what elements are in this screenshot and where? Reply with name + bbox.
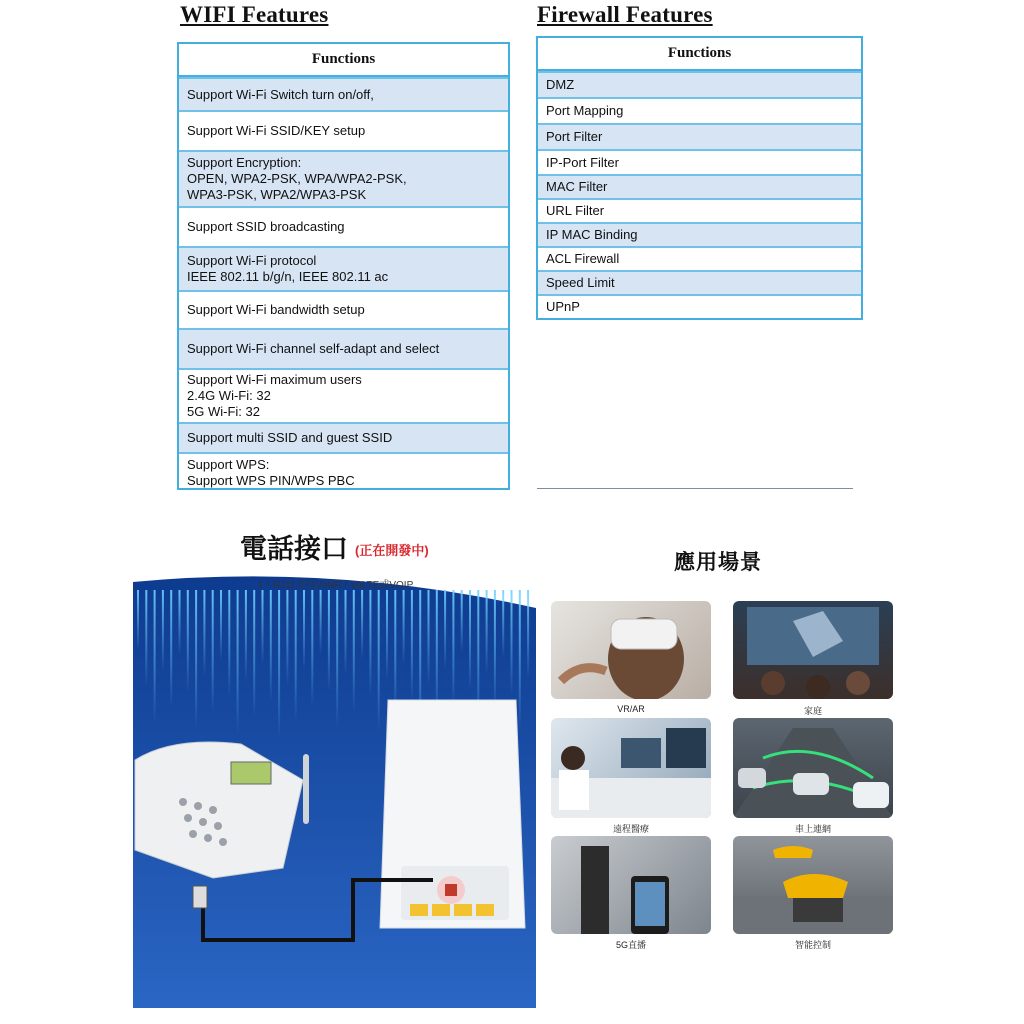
light-streak [245,590,247,681]
development-status-label: (正在開發中) [355,543,429,558]
light-streak [295,590,297,723]
wifi-table-row: Support Encryption: OPEN, WPA2-PSK, WPA/WPA2-PSK, WPA3-PSK, WPA2/WPA3-PSK [179,150,508,206]
scenario-caption-5g-live: 5G直播 [615,940,646,950]
scenario-caption-home: 家庭 [803,706,822,716]
light-streak [494,590,496,711]
light-streak [303,590,305,670]
light-streak [162,590,164,671]
scenario-smart-control-image [733,836,893,934]
phone-interface-subtitle: 1 * RJ11支持VoNR / VoLTE或VOIP [258,580,414,591]
wifi-table-row: Support Wi-Fi protocol IEEE 802.11 b/g/n, IEEE 802.11 ac [179,246,508,290]
phone-router-illustration [133,568,536,1008]
firewall-features-title: Firewall Features [537,2,713,27]
wifi-table-row: Support Wi-Fi channel self-adapt and select [179,328,508,368]
light-streak [403,590,405,664]
light-streak [353,590,355,712]
light-streak [220,590,222,660]
light-streak [203,590,205,676]
wifi-table-row: Support Wi-Fi SSID/KEY setup [179,110,508,150]
light-streak [286,590,288,686]
firewall-table-row: IP-Port Filter [538,149,861,174]
scenario-remote-medical-image [551,718,711,818]
light-streak [145,590,147,687]
light-streak [369,590,371,696]
firewall-features-table [536,36,863,320]
light-streak [386,590,388,680]
scenario-caption-smart-control: 智能控制 [794,940,831,950]
light-streak [154,590,156,724]
light-streak [187,590,189,692]
light-streak [378,590,380,733]
light-streak [502,590,504,658]
wifi-table-header: Functions [179,44,508,77]
light-streak [511,590,513,695]
scenario-5g-live-image [551,836,711,934]
light-streak [345,590,347,675]
light-streak [328,590,330,691]
light-streak [444,590,446,669]
scenario-caption-vehicle-network: 車上連網 [794,824,831,834]
firewall-table-row: DMZ [538,71,861,97]
light-streak [212,590,214,713]
light-streak [411,590,413,701]
light-streak [428,590,430,685]
wifi-table-row: Support Wi-Fi Switch turn on/off, [179,77,508,110]
light-streak [311,590,313,707]
firewall-table-row: Port Mapping [538,97,861,123]
scenario-caption-remote-medical: 遠程醫療 [612,824,649,834]
light-streak [452,590,454,706]
light-streak [262,590,264,665]
light-streak [228,590,230,697]
firewall-table-row: URL Filter [538,198,861,222]
light-streak [361,590,363,659]
light-streak [237,590,239,734]
light-streak [270,590,272,702]
wifi-table-row: Support multi SSID and guest SSID [179,422,508,452]
light-streak [527,590,529,679]
light-streak [137,590,139,650]
firewall-table-row: Speed Limit [538,270,861,294]
light-streak [253,590,255,718]
light-streak [486,590,488,674]
firewall-table-header: Functions [538,38,861,71]
scenario-vr-ar-image [551,601,711,699]
light-streak [469,590,471,690]
wifi-table-row: Support Wi-Fi bandwidth setup [179,290,508,328]
firewall-table-row: MAC Filter [538,174,861,198]
wifi-features-title: WIFI Features [180,2,329,27]
firewall-table-row: ACL Firewall [538,246,861,270]
section-divider [537,488,853,489]
firewall-table-row: UPnP [538,294,861,318]
light-streak [336,590,338,728]
light-streak [278,590,280,739]
light-streak [394,590,396,717]
wifi-table-row: Support SSID broadcasting [179,206,508,246]
phone-interface-title: 電話接口 [240,534,348,564]
wifi-table-row: Support WPS: Support WPS PIN/WPS PBC [179,452,508,492]
light-streak [461,590,463,653]
scenario-caption-vr-ar: VR/AR [617,704,645,714]
scenarios-title: 應用場景 [674,551,762,574]
wifi-features-table [177,42,510,490]
light-streak [195,590,197,729]
firewall-table-row: Port Filter [538,123,861,149]
light-streak [519,590,521,732]
scenario-vehicle-network-image [733,718,893,818]
light-streak [170,590,172,708]
scenario-home-image [733,601,893,699]
wifi-table-row: Support Wi-Fi maximum users 2.4G Wi-Fi: 32 5G Wi-Fi: 32 [179,368,508,422]
light-streak [179,590,181,655]
firewall-table-row: IP MAC Binding [538,222,861,246]
light-streak [320,590,322,654]
